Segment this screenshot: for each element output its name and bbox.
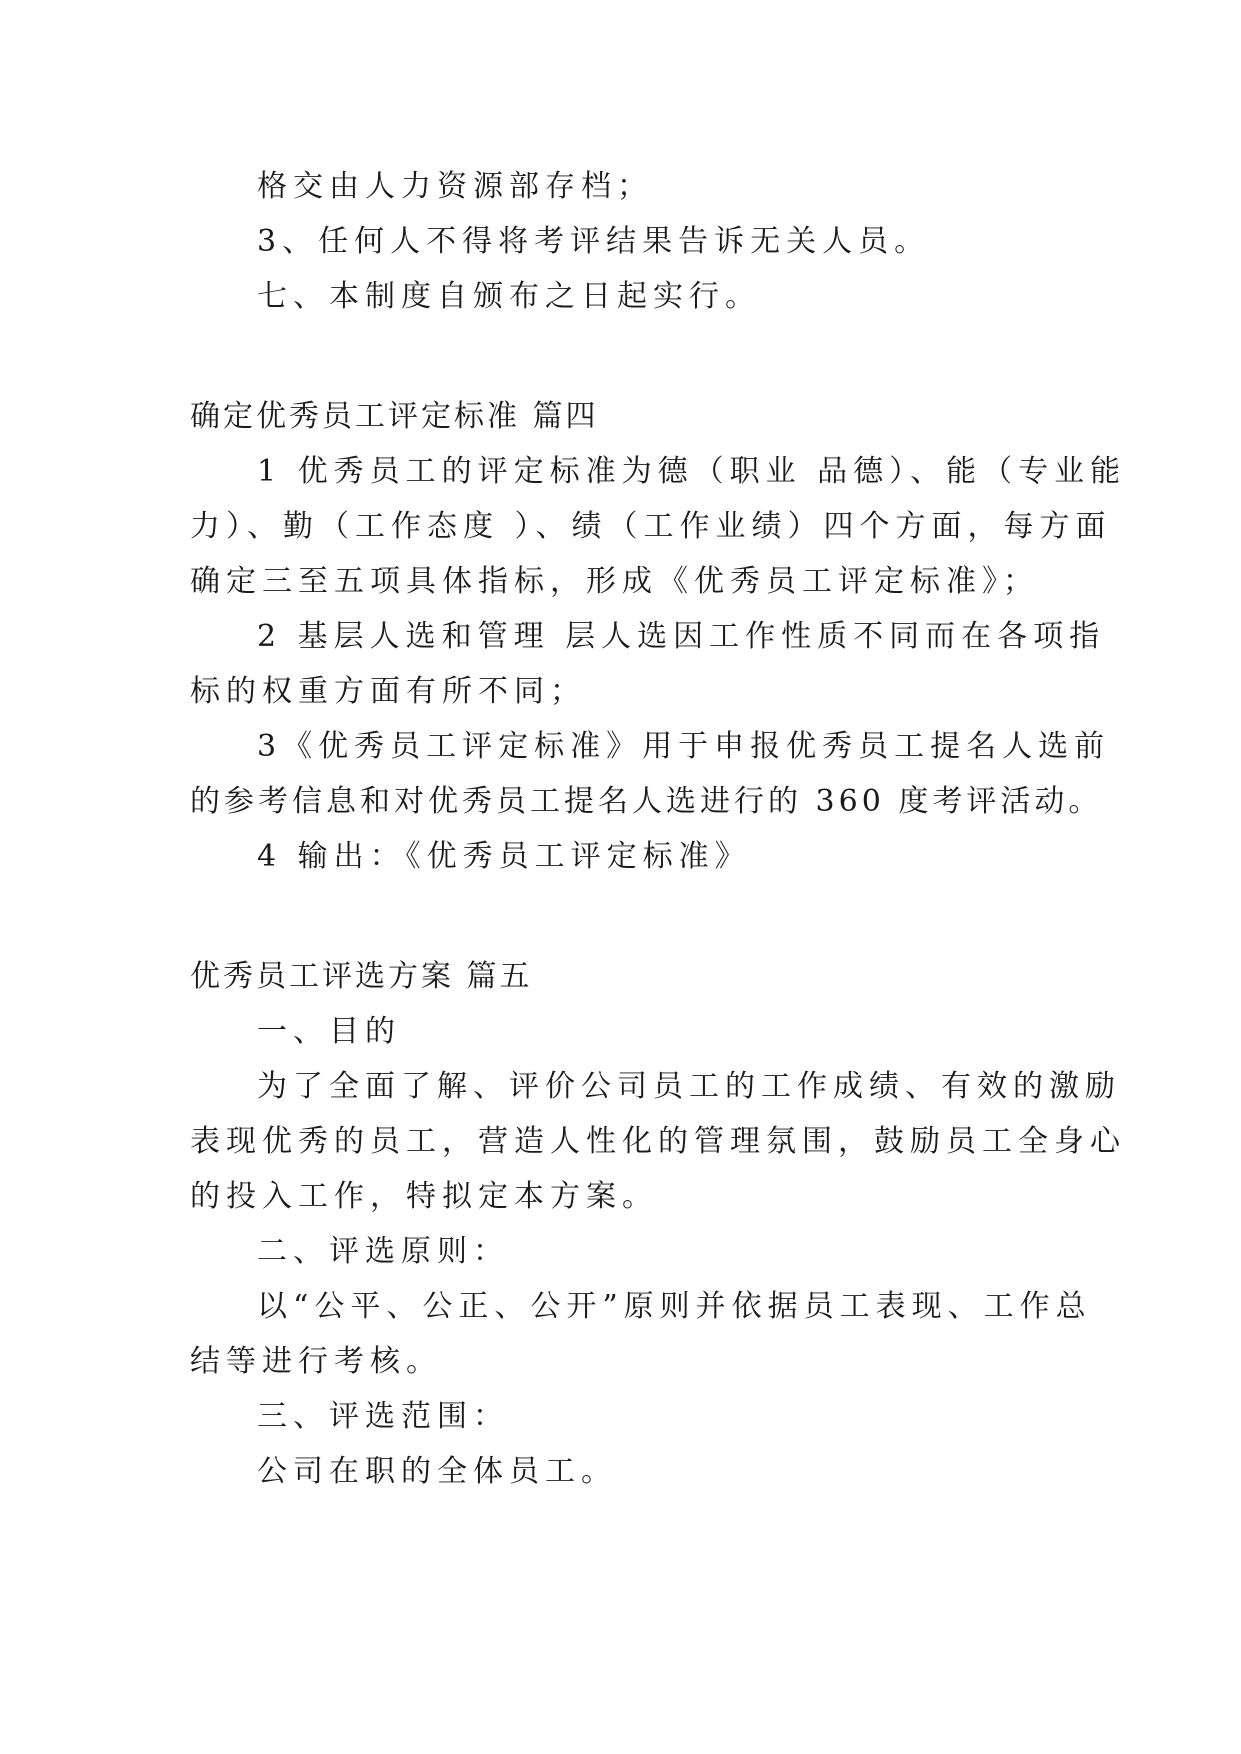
paragraph-line: 确定三至五项具体指标，形成《优秀员工评定标准》； <box>190 564 1039 599</box>
section-heading-4: 确定优秀员工评定标准 篇四 <box>190 399 599 434</box>
paragraph-line: 三、评选范围： <box>257 1399 509 1434</box>
paragraph-line: 的投入工作，特拟定本方案。 <box>190 1179 658 1214</box>
paragraph-line: 的参考信息和对优秀员工提名人选进行的 360 度考评活动。 <box>190 784 1103 819</box>
paragraph-line: 公司在职的全体员工。 <box>257 1454 617 1489</box>
paragraph-line: 4 输出：《优秀员工评定标准》 <box>257 839 751 874</box>
paragraph-line: 以“公平、公正、公开”原则并依据员工表现、工作总 <box>257 1289 1092 1324</box>
paragraph-line: 1 优秀员工的评定标准为德（职业 品德）、能（专业能 <box>257 454 1127 489</box>
paragraph-line: 一、目的 <box>257 1014 401 1049</box>
paragraph-line: 结等进行考核。 <box>190 1344 442 1379</box>
paragraph-line: 格交由人力资源部存档； <box>257 169 653 204</box>
paragraph-line: 七、本制度自颁布之日起实行。 <box>257 279 761 314</box>
section-heading-5: 优秀员工评选方案 篇五 <box>190 959 533 994</box>
paragraph-line: 3《优秀员工评定标准》用于申报优秀员工提名人选前 <box>257 729 1111 764</box>
paragraph-line: 力）、勤（工作态度 ）、绩（工作业绩）四个方面，每方面 <box>190 509 1112 544</box>
paragraph-line: 2 基层人选和管理 层人选因工作性质不同而在各项指 <box>257 619 1106 654</box>
paragraph-line: 3、任何人不得将考评结果告诉无关人员。 <box>257 224 931 259</box>
paragraph-line: 为了全面了解、评价公司员工的工作成绩、有效的激励 <box>257 1069 1121 1104</box>
paragraph-line: 标的权重方面有所不同； <box>190 674 586 709</box>
paragraph-line: 表现优秀的员工，营造人性化的管理氛围，鼓励员工全身心 <box>190 1124 1126 1159</box>
paragraph-line: 二、评选原则： <box>257 1234 509 1269</box>
